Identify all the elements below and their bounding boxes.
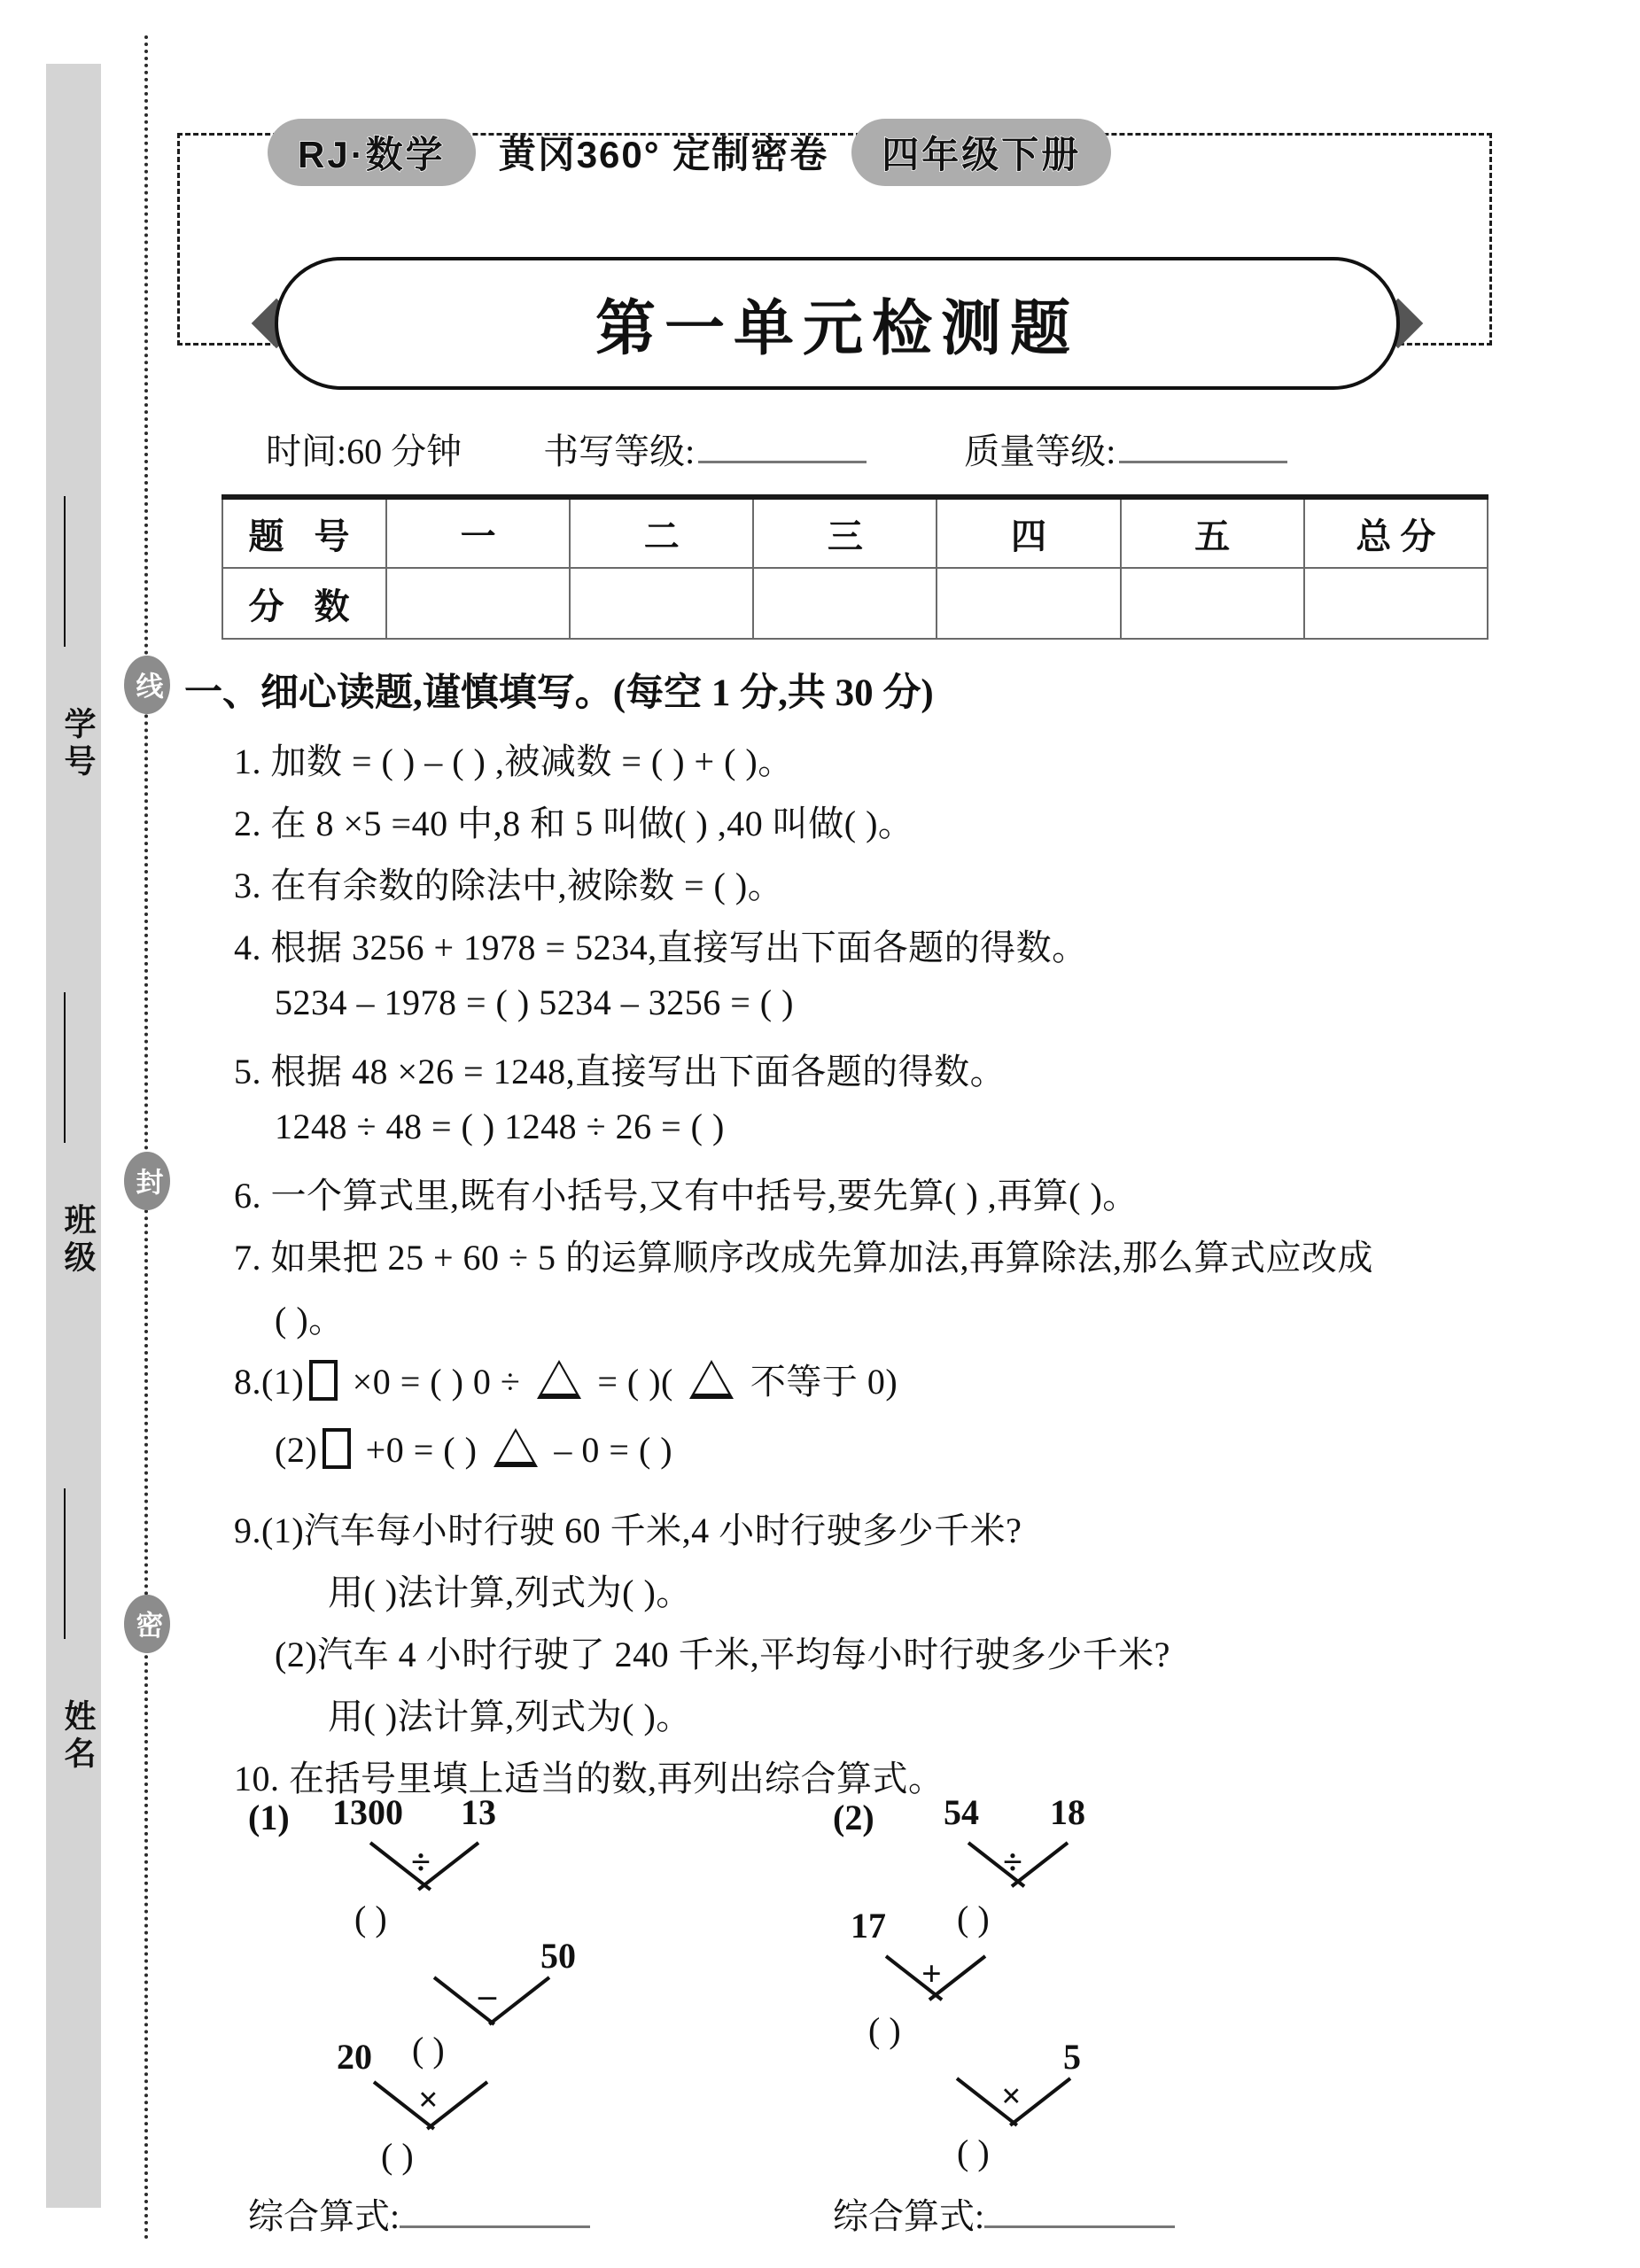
paper-header [268,119,1508,186]
tree2-op-times: × [1001,2076,1022,2116]
tree1-summary-blank[interactable] [400,2203,590,2228]
triangle-symbol-icon-3 [494,1428,538,1467]
question-10: 10. 在括号里填上适当的数,再列出综合算式。 [234,1759,944,1798]
tree2-side-17: 17 [851,1906,886,1946]
tree2-summary-blank[interactable] [984,2203,1175,2228]
tree1-low-blank[interactable]: ( ) [412,2030,445,2070]
sidebar-label-name: 姓名 [60,1699,97,1774]
col-header-1: 一 [386,497,570,568]
series-title: 黄冈360° 定制密卷 [498,134,829,175]
question-4-subline: 5234 – 1978 = ( ) 5234 – 3256 = ( ) [275,983,794,1022]
triangle-symbol-icon [537,1360,581,1399]
question-7: 7. 如果把 25 + 60 ÷ 5 的运算顺序改成先算加法,再算除法,那么算式应改成 [234,1238,1374,1278]
tree2-label: (2) [833,1798,874,1837]
sidebar-rule-3 [64,1488,66,1639]
tree2-mid-blank[interactable]: ( ) [957,1899,990,1938]
tree1-op-times: × [418,2079,439,2119]
tree1-op-minus: – [478,1975,496,2015]
question-8-line1-mid: ×0 = ( ) 0 ÷ [343,1362,530,1402]
tree1-side-50: 50 [540,1936,576,1976]
question-5-subline: 1248 ÷ 48 = ( ) 1248 ÷ 26 = ( ) [275,1107,725,1146]
question-9-part-2: (2)汽车 4 小时行驶了 240 千米,平均每小时行驶多少千米? [275,1635,1170,1674]
tree2-result-blank[interactable]: ( ) [957,2132,990,2172]
quality-grade-field[interactable] [964,423,1287,474]
tree1-label: (1) [248,1798,290,1837]
score-table [222,494,1488,640]
tree2-top-left: 54 [944,1792,979,1832]
score-cell-5[interactable] [1121,568,1304,639]
question-8-line-2 [275,1428,672,1471]
tree1-summary-line[interactable] [248,2188,590,2239]
table-row-scores [222,568,1488,639]
tree2-summary-line[interactable] [833,2188,1175,2239]
score-cell-1[interactable] [386,568,570,639]
question-8-line2-mid: +0 = ( ) [356,1430,486,1470]
question-9-subline-1: 用( )法计算,列式为( )。 [328,1573,692,1612]
col-header-2: 二 [570,497,753,568]
col-header-total: 总 分 [1304,497,1488,568]
tree1-mid-blank[interactable]: ( ) [354,1899,387,1938]
tree1-summary-label: 综合算式: [248,2196,400,2236]
square-symbol-icon-3 [323,1428,351,1469]
question-9-subline-2: 用( )法计算,列式为( )。 [328,1697,692,1736]
col-header-3: 三 [753,497,937,568]
sidebar-rule-2 [64,992,66,1143]
quality-grade-label: 质量等级: [964,431,1116,471]
score-cell-total[interactable] [1304,568,1488,639]
tree1-edge-4 [488,1976,550,2025]
subject-badge: RJ·数学 [268,119,476,186]
question-3: 3. 在有余数的除法中,被除数 = ( )。 [234,866,784,905]
row-header-score: 分 数 [222,568,386,639]
quality-grade-blank[interactable] [1119,437,1287,463]
question-4: 4. 根据 3256 + 1978 = 5234,直接写出下面各题的得数。 [234,928,1088,967]
section-heading-fill-in-blanks: 一、细心读题,谨慎填写。(每空 1 分,共 30 分) [184,672,934,714]
seal-dotted-line [144,35,148,2241]
tree1-low-left-20: 20 [337,2037,372,2077]
triangle-symbol-icon-2 [689,1360,734,1399]
tree1-top-left: 1300 [332,1792,403,1832]
question-5: 5. 根据 48 ×26 = 1248,直接写出下面各题的得数。 [234,1052,1007,1091]
time-limit-label: 时间:60 分钟 [266,431,462,471]
question-8-line-1 [234,1354,898,1404]
paper-body [177,0,1640,2268]
tree2-op-plus: + [921,1953,942,1993]
tree2-low-blank[interactable]: ( ) [868,2010,901,2050]
square-symbol-icon [309,1360,338,1401]
tree2-side-5: 5 [1063,2037,1081,2077]
title-capsule [275,257,1400,390]
score-cell-4[interactable] [937,568,1120,639]
writing-grade-field[interactable] [543,423,867,474]
question-8-line1-after: = ( )( [587,1362,683,1402]
row-header-question-no: 题 号 [222,497,386,568]
tree1-top-right: 13 [461,1792,496,1832]
question-7-subline: ( )。 [275,1300,345,1340]
question-8-line2-after: – 0 = ( ) [544,1430,673,1470]
page-title: 第一单元检测题 [595,294,1079,362]
tree1-op-divide: ÷ [411,1842,431,1882]
question-6: 6. 一个算式里,既有小括号,又有中括号,要先算( ) ,再算( )。 [234,1176,1139,1216]
question-9: 9.(1)汽车每小时行驶 60 千米,4 小时行驶多少千米? [234,1511,1022,1550]
grade-badge: 四年级下册 [851,119,1111,186]
exam-info-line [266,423,1488,474]
sidebar-label-class: 班级 [60,1203,97,1278]
question-8-line1-tail: 不等于 0) [741,1362,898,1402]
tree2-top-right: 18 [1050,1792,1085,1832]
col-header-5: 五 [1121,497,1304,568]
tree2-summary-label: 综合算式: [833,2196,985,2236]
writing-grade-label: 书写等级: [543,431,696,471]
tree1-result-blank[interactable]: ( ) [381,2136,414,2176]
seal-badge-feng: 封 [124,1152,170,1210]
writing-grade-blank[interactable] [698,437,867,463]
score-cell-3[interactable] [753,568,937,639]
sidebar-gray-strip [46,64,101,2208]
question-8-prefix: 8.(1) [234,1362,305,1402]
sidebar-label-student-id: 学号 [60,707,97,781]
score-cell-2[interactable] [570,568,753,639]
col-header-4: 四 [937,497,1120,568]
seal-badge-mi: 密 [124,1595,170,1653]
tree2-op-divide: ÷ [1003,1842,1022,1882]
question-8-line2-prefix: (2) [275,1430,318,1470]
seal-badge-xian: 线 [124,656,170,714]
question-2: 2. 在 8 ×5 =40 中,8 和 5 叫做( ) ,40 叫做( )。 [234,804,914,843]
table-row-question-numbers [222,497,1488,568]
question-1: 1. 加数 = ( ) – ( ) ,被减数 = ( ) + ( )。 [234,742,794,781]
sidebar-rule-1 [64,496,66,647]
